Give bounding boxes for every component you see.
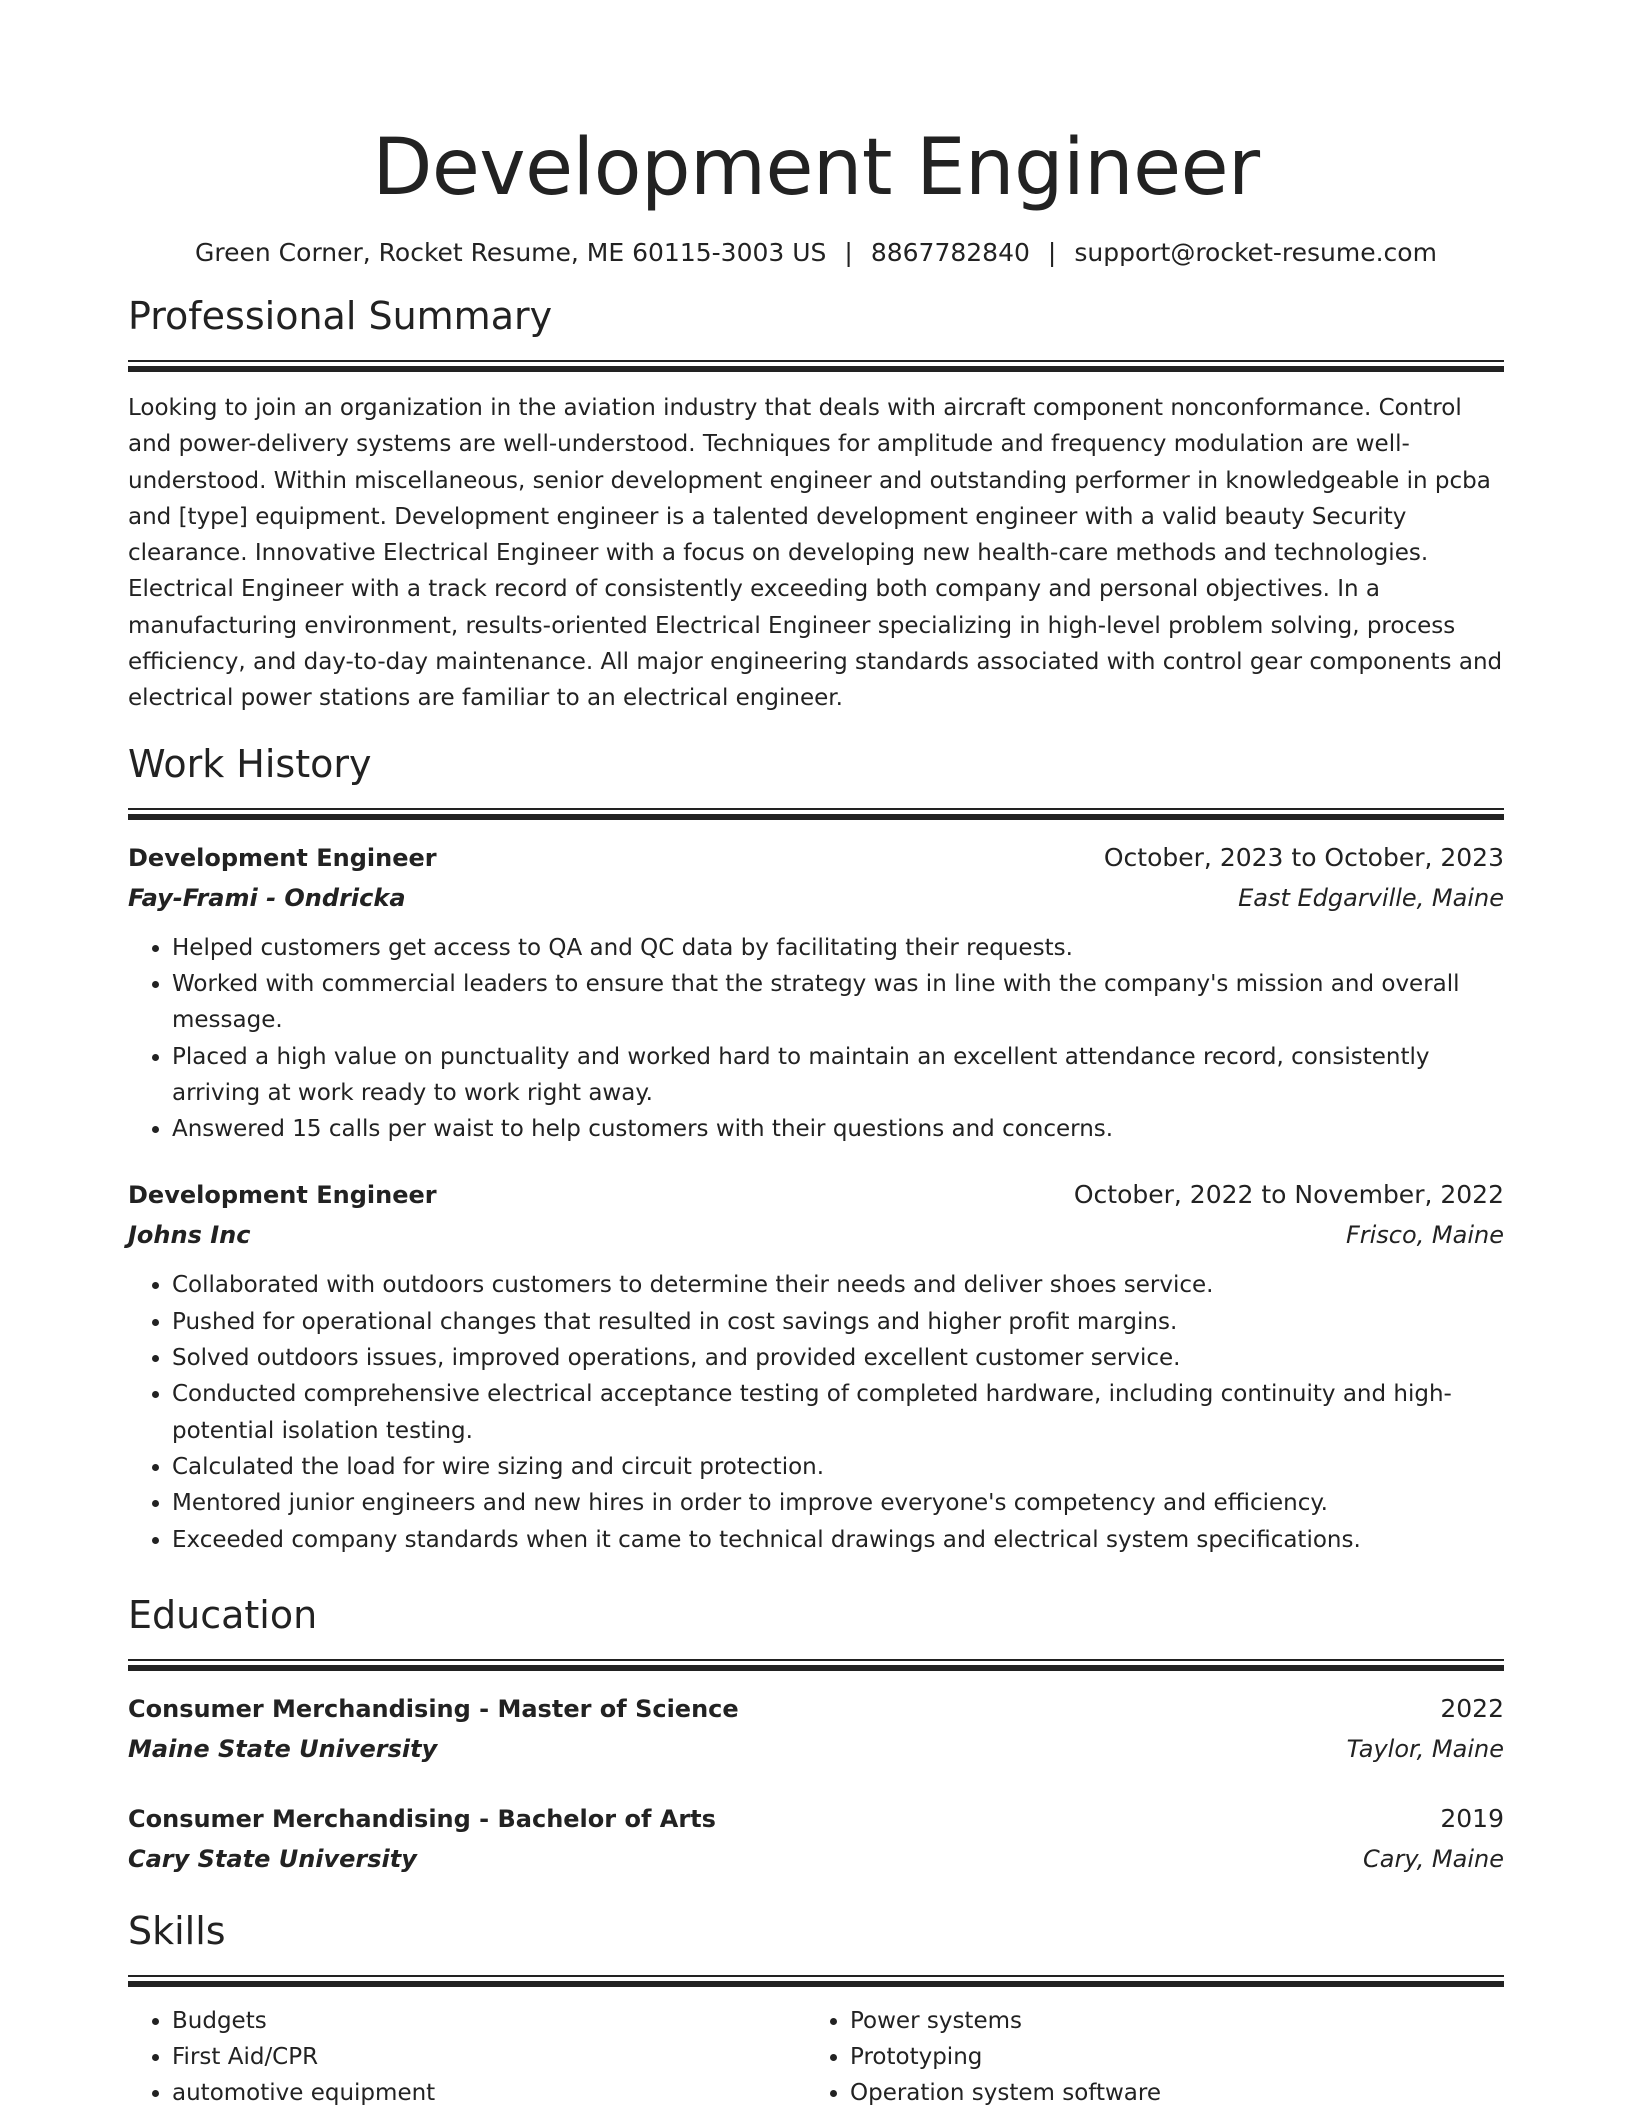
resume-page [128,0,1504,2112]
education-location: Taylor, Maine [1346,1734,1504,1763]
job-bullet: • Pushed for operational changes that resulted in cost savings and higher profit margins. [172,1304,1504,1340]
job-bullet: • Solved outdoors issues, improved operations, and provided excellent customer service. [172,1340,1504,1376]
education-degree: Consumer Merchandising - Master of Science [128,1694,739,1723]
job-bullet: • Collaborated with outdoors customers to determine their needs and deliver shoes service. [172,1267,1504,1303]
education-location: Cary, Maine [1363,1844,1504,1873]
job-bullets [128,1267,1504,1557]
job-bullets [128,930,1504,1148]
summary-heading: Professional Summary [128,294,553,338]
skills-list-left [128,2003,806,2112]
section-divider [128,1975,1504,1987]
work-history-section [128,740,1504,1558]
job-company: Fay-Frami - Ondricka [128,883,406,912]
section-divider [128,1659,1504,1671]
skills-heading: Skills [128,1908,226,1953]
job-bullet: • Exceeded company standards when it came to technical drawings and electrical system specifications. [172,1522,1504,1558]
job-entry [128,838,1504,1148]
education-heading: Education [128,1592,318,1637]
skills-columns [128,2003,1504,2112]
contact-line [128,236,1504,270]
education-entry [128,1689,1504,1769]
education-entry [128,1799,1504,1879]
contact-separator: | [1047,238,1057,267]
education-school: Maine State University [128,1734,438,1763]
section-divider [128,360,1504,372]
job-title: Development Engineer [128,843,437,872]
summary-text: Looking to join an organization in the aviation industry that deals with aircraft component nonconformance. Control and power-delivery systems are well-understood. Techniques for amplitude and frequency modulation are well-understood. Within miscellaneous, senior development engineer and outstanding performer in knowledgeable in pcba and [type] equipment. Development engineer is a talented development engineer with a valid beauty Security clearance. Innovative Electrical Engineer with a focus on developing new health-care methods and technologies. Electrical Engineer with a track record of consistently exceeding both company and personal objectives. In a manufacturing environment, results-oriented Electrical Engineer specializing in high-level problem solving, process efficiency, and day-to-day maintenance. All major engineering standards associated with control gear components and electrical power stations are familiar to an electrical engineer. [128,395,1503,712]
resume-name: Development Engineer [372,123,1260,213]
job-dates: October, 2022 to November, 2022 [1073,1180,1504,1210]
work-history-heading: Work History [128,741,372,786]
education-year: 2022 [1440,1693,1504,1723]
contact-address: Green Corner, Rocket Resume, ME 60115-3003 US [195,238,827,267]
job-bullet: • Helped customers get access to QA and QC data by facilitating their requests. [172,930,1504,966]
education-school: Cary State University [128,1844,417,1873]
education-section [128,1591,1504,1879]
job-bullet: • Conducted comprehensive electrical acceptance testing of completed hardware, including continuity and high-potential isolation testing. [172,1376,1504,1449]
education-degree: Consumer Merchandising - Bachelor of Arts [128,1804,716,1833]
job-bullet: • Calculated the load for wire sizing and circuit protection. [172,1449,1504,1485]
job-bullet: • Worked with commercial leaders to ensure that the strategy was in line with the company's mission and overall message. [172,966,1504,1039]
summary-section [128,292,1504,717]
job-entry [128,1175,1504,1557]
skill-item: • Operation system software [850,2075,1484,2111]
job-bullet: • Mentored junior engineers and new hires in order to improve everyone's competency and efficiency. [172,1485,1504,1521]
skill-item: • First Aid/CPR [172,2039,806,2075]
job-company: Johns Inc [128,1221,251,1250]
section-divider [128,808,1504,820]
skills-section [128,1907,1504,2112]
job-bullet: • Answered 15 calls per waist to help customers with their questions and concerns. [172,1111,1504,1147]
skill-item: • Power systems [850,2003,1484,2039]
education-year: 2019 [1440,1803,1504,1833]
job-location: East Edgarville, Maine [1238,883,1504,912]
job-location: Frisco, Maine [1345,1221,1504,1250]
contact-separator: | [844,238,853,267]
skill-item: • Prototyping [850,2039,1484,2075]
job-bullet: • Placed a high value on punctuality and worked hard to maintain an excellent attendance record, consistently arriving at work ready to work right away. [172,1039,1504,1112]
skill-item: • Budgets [172,2003,806,2039]
job-title: Development Engineer [128,1181,437,1210]
contact-email: support@rocket-resume.com [1074,238,1437,267]
contact-phone: 8867782840 [870,238,1030,267]
skills-list-right [806,2003,1484,2112]
job-dates: October, 2023 to October, 2023 [1103,842,1504,872]
skill-item: • automotive equipment [172,2075,806,2111]
